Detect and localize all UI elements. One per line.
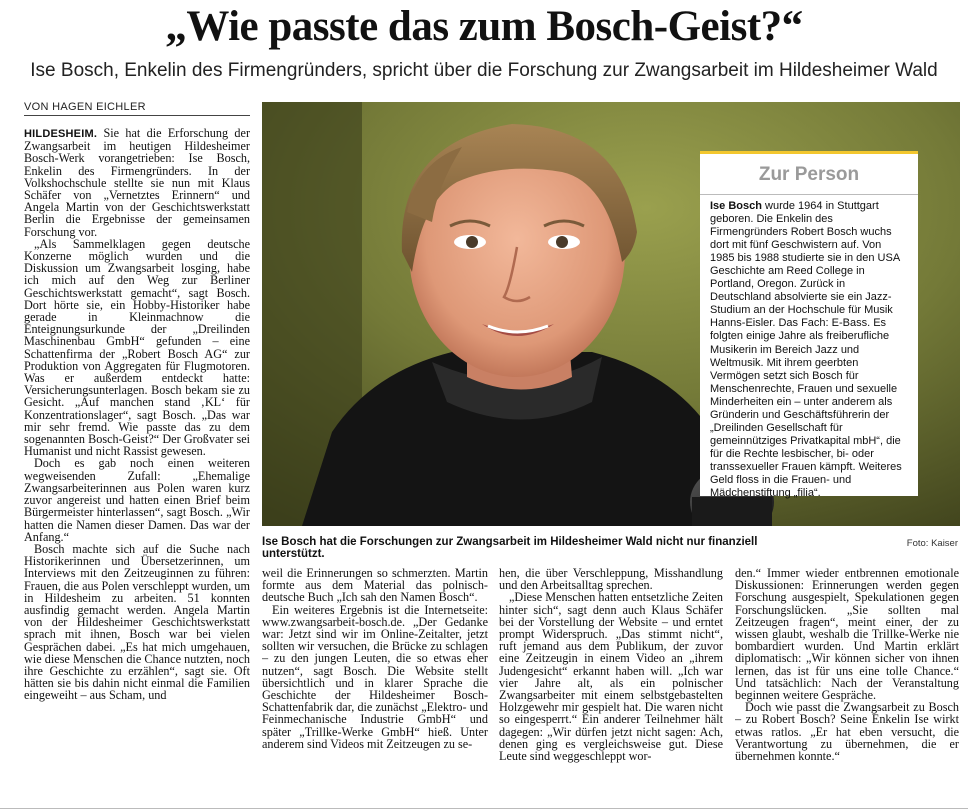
article-column-2: [262, 567, 488, 803]
article-paragraph: Doch wie passt die Zwangsarbeit zu Bosch – zu Robert Bosch? Seine Enkelin Ise wirkt etwas ratlos. „Er hat eben versucht, die Verantwortung zu übernehmen, die er übernehmen konnte.“: [735, 700, 959, 764]
article-paragraph: hen, die über Verschleppung, Misshandlung und den Arbeitsalltag sprechen.: [499, 567, 723, 593]
article-paragraph: „Diese Menschen hatten entsetzliche Zeiten hinter sich“, sagt denn auch Klaus Schäfer bei der Vorstellung der Website – und erntet prompt Widerspruch. „Das stimmt nicht“, ruft jemand aus dem Publikum, der zuvor eine Zeitzeugin in einem Video an „ihrem Judengesicht“ erkannt haben will. „Ich war vier Jahre alt, als ein polnischer Zwangsarbeiter mit einem selbstgebastelten Holzgewehr mir gespielt hat. Die waren nicht so eingesperrt.“ Ein anderer Teilnehmer hält dagegen: „Wir dürfen jetzt nicht sagen: Ach, denen ging es vergleichsweise gut. Diese Leute sind weggeschleppt wor-: [499, 590, 723, 764]
info-box-text: wurde 1964 in Stuttgart geboren. Die Enkelin des Firmengründers Robert Bosch wuchs dort mit fünf Geschwistern auf. Von 1985 bis 1988 studierte sie in den USA Geschichte am Reed College in Portland, Oregon. Zurück in Deutschland absolvierte sie ein Jazz-Studium an der Hochschule für Musik Hanns-Eisler. Das Fach: E-Bass. Es folgten einige Jahre als freiberufliche Musikerin im Bereich Jazz und Weltmusik. Mit ihrem geerbten Vermögen setzt sich Bosch für Menschenrechte, Frauen und sexuelle Minderheiten ein – unter anderem als Gründerin und Geschäftsführerin der „Dreilinden Gesellschaft für gemeinnütziges Privatkapital mbH“, die für die Rechte lesbischer, bi- oder transsexueller Frauen kämpft. Weiteres Geld floss in die Frauen- und Mädchenstiftung „filia“.: [710, 200, 902, 500]
article-column-1: [24, 127, 250, 803]
article-paragraph: Doch es gab noch einen weiteren wegweisenden Zufall: „Ehemalige Zwangsarbeiterinnen aus Polen waren kurz zuvor angereist und hatten einen Brief beim Bürgermeister hinterlassen“, sagt Bosch. „Wir hatten die Namen dieser Damen. Das war der Anfang.“: [24, 456, 250, 544]
info-box-body: [700, 200, 918, 500]
photo-credit: Foto: Kaiser: [906, 538, 958, 549]
article-paragraph: [24, 127, 250, 238]
info-box-name: Ise Bosch: [710, 200, 762, 212]
subheadline: Ise Bosch, Enkelin des Firmengründers, spricht über die Forschung zur Zwangsarbeit im Hildesheimer Wald: [30, 60, 938, 81]
byline: VON HAGEN EICHLER: [24, 101, 250, 116]
article-paragraph: Ein weiteres Ergebnis ist die Internetseite: www.zwangsarbeit-bosch.de. „Der Gedanke war: Jetzt sind wir im Online-Zeitalter, jetzt sollten wir versuchen, die Brücke zu schlagen – zu den jungen Leuten, die so etwas eher nutzen“, sagt Bosch. Die Website stellt übersichtlich und in klarer Sprache die Geschichte der Hildesheimer Bosch-Schattenfabrik dar, die zunächst „Elektro- und Feinmechanische Industrie GmbH“ und später „Trillke-Werke GmbH“ hieß. Unter anderem sind Videos mit Zeitzeugen zu se-: [262, 602, 488, 751]
headline: „Wie passte das zum Bosch-Geist?“: [165, 3, 803, 50]
info-box-zur-person: [700, 151, 918, 500]
paragraph-text: Sie hat die Erforschung der Zwangsarbeit im heutigen Hildesheimer Bosch-Werk vorangetrieben: Ise Bosch, Enkelin des Firmengründers. In der Volkshochschule stellte sie nun mit Klaus Schäfer von „Vernetztes Erinnern“ und Angela Martin von der Geschichtswerkstatt Berlin die Ergebnisse der gemeinsamen Forschung vor.: [24, 127, 250, 239]
info-box-divider: [700, 194, 918, 195]
article-column-3: [499, 567, 723, 803]
photo-caption: Ise Bosch hat die Forschungen zur Zwangsarbeit im Hildesheimer Wald nicht nur finanziell unterstützt.: [262, 536, 758, 560]
article-paragraph: „Als Sammelklagen gegen deutsche Konzerne möglich wurden und die Diskussion um Zwangsarbeit losging, habe ich mich auf den Weg zur Berliner Geschichtswerkstatt gemacht“, sagt Bosch. Dort hörte sie, ein Hobby-Historiker habe gerade in Kleinmachnow die Enteignungsurkunde der „Dreilinden Maschinenbau GmbH“ gefunden – eine Schattenfirma der „Robert Bosch AG“ zur Produktion von Aggregaten für Flugmotoren. Was er außerdem entdeckt hatte: Versicherungsunterlagen. Bosch bekam sie zu Gesicht. „Auf manchen stand ‚KL‘ für Konzentrationslager“, sagt Bosch. „Das war mir sehr fremd. Wie passte das zu dem sogenannten Bosch-Geist?“ Der Großvater sei Humanist und nicht Rassist gewesen.: [24, 236, 250, 459]
bottom-rule: [0, 808, 968, 809]
info-box-title: Zur Person: [758, 164, 860, 185]
article-paragraph: den.“ Immer wieder entbrennen emotionale Diskussionen: Erinnerungen werden gegen Forschung ausgespielt, Spekulationen gegen Forschungslücken. „Sie sollten mal Zeitzeugen fragen“, meint einer, der zu wissen glaubt, weshalb die Trillke-Werke nie bombardiert wurden. Und Martin erklärt diplomatisch: „Wir können sicher von ihnen lernen, das ist für uns eine tolle Chance.“ Und tatsächlich: Nach der Veranstaltung beginnen weitere Gespräche.: [735, 567, 959, 703]
dateline: HILDESHEIM.: [24, 128, 98, 140]
article-column-4: [735, 567, 959, 803]
article-paragraph: Bosch machte sich auf die Suche nach Historikerinnen und Übersetzerinnen, um Interviews mit den Zeitzeuginnen zu führen: Frauen, die aus Polen verschleppt wurden, um in Hildesheim zu arbeiten. 51 konnten ausfindig gemacht werden. Angela Martin von der Hildesheimer Geschichtswerkstatt sprach mit ihnen, Bosch war bei vielen Gesprächen dabei. „Es hat mich umgehauen, wie diese Menschen die Chance nutzten, noch ihre Geschichte zu erzählen“, sagt sie. Oft hätten sie bis dahin nicht einmal die Familien eingeweiht – aus Scham, und: [24, 541, 250, 703]
article-paragraph: weil die Erinnerungen so schmerzten. Martin formte aus dem Material das polnisch-deutsche Buch „Ich sah den Namen Bosch“.: [262, 567, 488, 605]
